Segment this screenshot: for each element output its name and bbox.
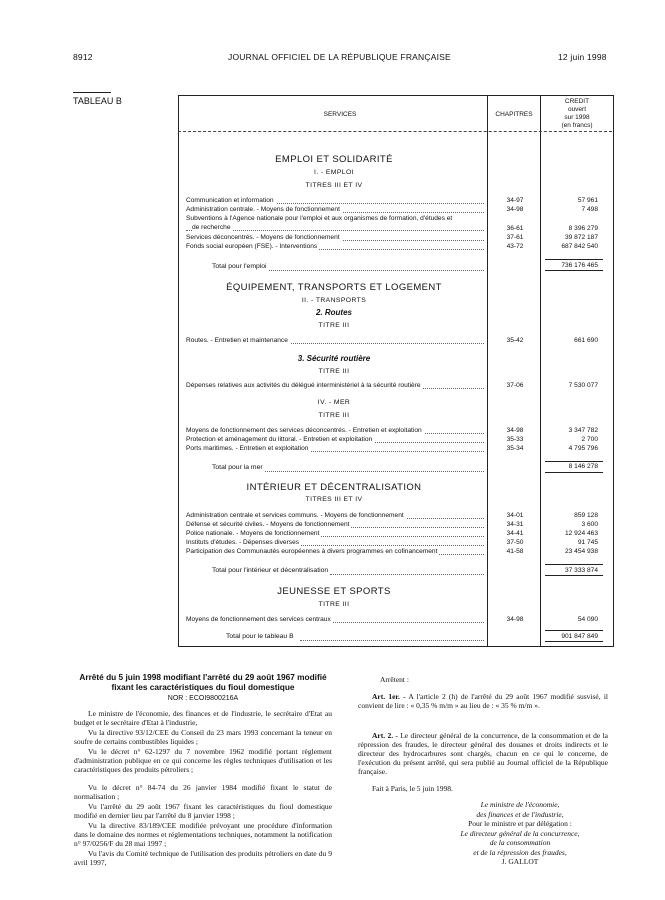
section-titres: TITRE III: [318, 412, 350, 419]
total-amount: 901 847 849: [561, 633, 598, 640]
signature-line: J. GALLOT: [501, 857, 539, 866]
chapter-cell: 41-58: [506, 548, 524, 555]
table-row: Participation des Communautés européennes à divers programmes en cofinancement: [186, 548, 438, 555]
chapter-cell: 34-31: [506, 521, 524, 528]
section-title: JEUNESSE ET SPORTS: [277, 586, 391, 597]
chapter-cell: 37-06: [506, 382, 524, 389]
table-row: Communication et information: [186, 197, 274, 204]
table-row: Instituts d'études. - Dépenses diverses: [186, 539, 300, 546]
paragraph: Le ministre de l'économie, des finances et de l'industrie, le secrétaire d'Etat au budget et le secrétaire d'Etat à l'industrie,: [74, 709, 332, 727]
table-row: Défense et sécurité civiles. - Moyens de fonctionnement: [186, 521, 350, 528]
chapter-cell: 34-01: [506, 512, 524, 519]
section-titres: TITRES III ET IV: [305, 496, 363, 503]
chapter-cell: 35-42: [506, 337, 524, 344]
section-subtitle: II. - TRANSPORTS: [301, 297, 367, 304]
paragraph: Vu l'arrêté du 29 août 1967 fixant les caractéristiques du fioul domestique modifié en dernier lieu par l'arrêté du 8 janvier 1998 ;: [74, 802, 332, 820]
article-1-text: A l'article 2 (h) de l'arrêté du 29 août 1967 modifié susvisé, il convient de lire : « 0,35 % m/m » au lieu de : « 35 % m/m ».: [358, 692, 608, 710]
table-row: Subventions à l'Agence nationale pour l'emploi et aux organismes de formation, d'études et: [186, 215, 453, 222]
table-row: Moyens de fonctionnement des services centraux: [186, 616, 331, 623]
col-credit: [542, 98, 612, 130]
total-amount: 8 146 278: [568, 463, 598, 470]
section-title: INTÉRIEUR ET DÉCENTRALISATION: [246, 482, 422, 493]
amount-cell: 7 530 077: [568, 382, 598, 389]
total-amount: 37 333 874: [564, 567, 598, 574]
col-credit-line: sur 1998: [564, 114, 590, 121]
amount-cell: 3 600: [581, 521, 598, 528]
nor-reference: NOR : ECOI9800216A: [167, 695, 239, 702]
signature-line: et de la répression des fraudes,: [473, 847, 567, 857]
article-2-heading: Art. 2. -: [372, 731, 398, 740]
table-row: Ports maritimes. - Entretien et exploitation: [186, 445, 309, 452]
chapter-cell: 35-33: [506, 436, 524, 443]
table-label: TABLEAU B: [73, 96, 122, 106]
amount-cell: 39 872 187: [564, 234, 598, 241]
amount-cell: 661 690: [574, 337, 598, 344]
chapter-cell: 34-98: [506, 206, 524, 213]
paragraph: Vu le décret n° 62-1297 du 7 novembre 1962 modifié portant règlement d'administration publique en ce qui concerne les règles techniques d'utilisation et les caractéristiques des produits pétroliers ;: [74, 747, 332, 774]
col-credit-line: ouvert: [567, 106, 587, 113]
chapter-cell: 36-61: [506, 225, 524, 232]
section-titres: TITRES III ET IV: [305, 182, 363, 189]
table-row: Fonds social européen (FSE). - Interventions: [186, 243, 318, 250]
fait-a-paris: Fait à Paris, le 5 juin 1998.: [372, 784, 453, 793]
col-chapitres: CHAPITRES: [495, 111, 533, 118]
page-number: 8912: [73, 52, 93, 62]
chapter-cell: 37-61: [506, 234, 524, 241]
amount-cell: 12 924 463: [564, 530, 598, 537]
paragraph: Vu le décret n° 84-74 du 26 janvier 1984 modifié fixant le statut de normalisation ;: [74, 783, 332, 801]
journal-title: JOURNAL OFFICIEL DE LA RÉPUBLIQUE FRANÇAISE: [228, 52, 451, 62]
table-row: Dépenses relatives aux activités du délégué interministériel à la sécurité routière: [186, 382, 421, 389]
section-titres: TITRE III: [318, 322, 350, 329]
table-row: Services déconcentrés. - Moyens de fonctionnement: [186, 234, 340, 241]
paragraph: Vu l'avis du Comité technique de l'utilisation des produits pétroliers en date du 9 avril 1997,: [74, 849, 332, 867]
amount-cell: 7 498: [581, 206, 598, 213]
article-1-heading: Art. 1er. -: [372, 692, 406, 701]
signature-line: Pour le ministre et par délégation :: [468, 819, 572, 828]
amount-cell: 91 745: [577, 539, 598, 546]
signature-line: des finances et de l'industrie,: [476, 809, 564, 819]
total-amount: 736 176 465: [561, 262, 598, 269]
chapter-cell: 34-98: [506, 427, 524, 434]
table-label-rule: [73, 92, 111, 93]
amount-cell: 57 961: [577, 197, 598, 204]
amount-cell: 2 700: [581, 436, 598, 443]
amount-cell: 3 347 782: [568, 427, 598, 434]
section-title: EMPLOI ET SOLIDARITÉ: [275, 154, 393, 165]
article-1: [358, 692, 608, 710]
chapter-cell: 37-50: [506, 539, 524, 546]
chapter-cell: 34-98: [506, 616, 524, 623]
section-subtitle: 3. Sécurité routière: [297, 354, 371, 363]
header-rule: [178, 131, 612, 132]
table-row: Administration centrale. - Moyens de fonctionnement: [186, 206, 340, 213]
paragraph: Vu la directive 83/189/CEE modifiée prévoyant une procédure d'information dans le domaine des normes et réglementations techniques, notamment la notification n° 97/0256/F du 28 mai 1997 ;: [74, 821, 332, 848]
table-row: de recherche: [192, 224, 231, 231]
amount-cell: 54 090: [577, 616, 598, 623]
section-subtitle: 2. Routes: [315, 308, 352, 317]
issue-date: 12 juin 1998: [558, 52, 607, 62]
chapter-cell: 35-34: [506, 445, 524, 452]
total-label: Total pour la mer: [212, 464, 263, 471]
table-row: Police nationale. - Moyens de fonctionnement: [186, 530, 320, 537]
arretent: Arrêtent :: [380, 675, 409, 684]
section-titres: TITRE III: [318, 601, 350, 608]
col-credit-line: (en francs): [561, 122, 593, 129]
signature-block: [430, 800, 610, 867]
signature-line: Le ministre de l'économie,: [480, 800, 560, 809]
signature-line: de la consommation: [489, 838, 551, 847]
chapter-cell: 34-97: [506, 197, 524, 204]
arrete-title: Arrêté du 5 juin 1998 modifiant l'arrêté du 29 août 1967 modifié fixant les caractéristiques du fioul domestique: [79, 672, 327, 692]
chapter-cell: 43-72: [506, 243, 524, 250]
article-2: [358, 731, 608, 776]
article-2-text: Le directeur général de la concurrence, de la consommation et de la répression des fraudes, le directeur général des douanes et droits indirects et le directeur des hydrocarbures sont chargés, chacun en ce qui le concerne, de l'exécution du présent arrêté, qui sera publié au Journal officiel de la République française.: [358, 731, 608, 776]
amount-cell: 687 842 540: [561, 243, 598, 250]
paragraph: Vu la directive 93/12/CEE du Conseil du 23 mars 1993 concernant la teneur en soufre de certains combustibles liquides ;: [74, 728, 332, 746]
amount-cell: 8 396 279: [568, 225, 598, 232]
section-title: ÉQUIPEMENT, TRANSPORTS ET LOGEMENT: [226, 282, 442, 293]
total-label: Total pour l'intérieur et décentralisation: [212, 567, 329, 574]
col-services: SERVICES: [323, 111, 357, 118]
table-row: Protection et aménagement du littoral. - Entretien et exploitation: [186, 436, 373, 443]
table-row: Moyens de fonctionnement des services déconcentrés. - Entretien et exploitation: [186, 427, 422, 434]
total-label: Total pour l'emploi: [212, 263, 267, 270]
section-titres: TITRE III: [318, 368, 350, 375]
signature-line: Le directeur général de la concurrence,: [460, 828, 580, 838]
amount-cell: 4 795 796: [568, 445, 598, 452]
total-label: Total pour le tableau B: [226, 633, 294, 640]
amount-cell: 23 454 938: [564, 548, 598, 555]
chapter-cell: 34-41: [506, 530, 524, 537]
column-divider: [540, 95, 541, 647]
section-subtitle: I. - EMPLOI: [314, 169, 354, 176]
col-credit-line: CREDIT: [564, 98, 590, 105]
section-subtitle: IV. - MER: [317, 399, 351, 406]
amount-cell: 859 128: [574, 512, 598, 519]
table-row: Routes. - Entretien et maintenance: [186, 337, 288, 344]
table-row: Administration centrale et services communs. - Moyens de fonctionnement: [186, 512, 404, 519]
